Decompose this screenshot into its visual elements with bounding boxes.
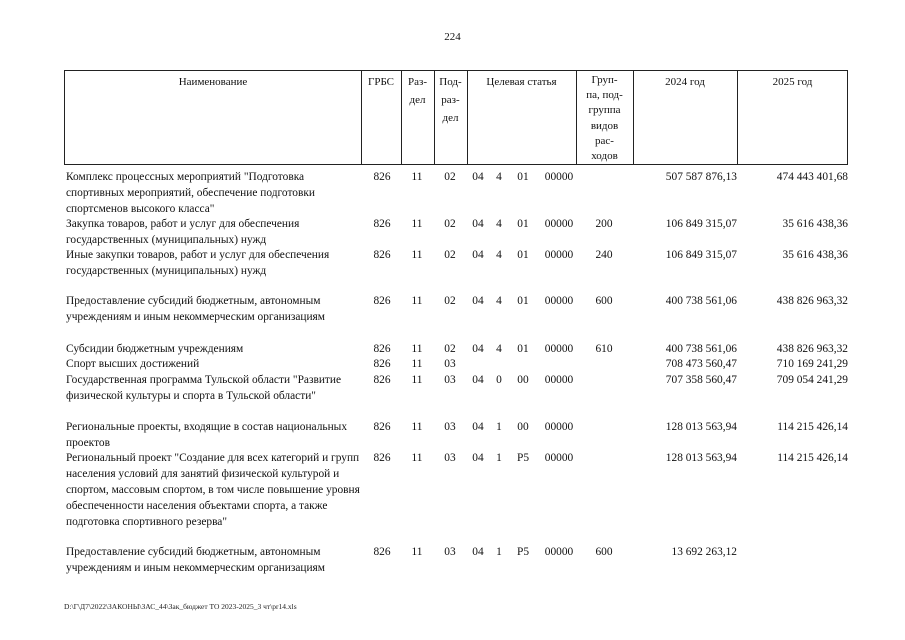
row-name: Предоставление субсидий бюджетным, автономным учреждениям и иным некоммерческим организациям	[66, 295, 326, 323]
header-target: Целевая статья	[486, 76, 557, 88]
row-target-subprogram: 1	[496, 452, 502, 464]
header-year-2025: 2025 год	[772, 76, 813, 88]
row-amount-2024: 106 849 315,07	[665, 218, 737, 230]
row-target-event: 01	[517, 171, 529, 183]
row-razdel: 11	[411, 249, 423, 261]
row-target-direction: 00000	[544, 374, 574, 386]
row-target-program: 04	[472, 171, 484, 183]
row-target-program: 04	[472, 343, 484, 355]
row-podrazdel: 02	[444, 171, 456, 183]
row-target-event: 01	[517, 249, 529, 261]
row-target-program: 04	[472, 546, 484, 558]
header-group: Груп- па, под- группа видов рас- ходов	[586, 74, 623, 163]
row-target-direction: 00000	[544, 249, 574, 261]
row-razdel: 11	[411, 343, 423, 355]
row-target-event: P5	[516, 546, 530, 558]
row-razdel: 11	[411, 171, 423, 183]
row-grbs: 826	[373, 343, 391, 355]
row-target-direction: 00000	[544, 218, 574, 230]
row-grbs: 826	[373, 452, 391, 464]
row-expense-group: 600	[595, 546, 613, 558]
row-expense-group: 610	[595, 343, 613, 355]
row-grbs: 826	[373, 421, 391, 433]
row-target-subprogram: 4	[496, 249, 502, 261]
row-target-event: 01	[517, 295, 529, 307]
row-target-subprogram: 1	[496, 546, 502, 558]
row-podrazdel: 02	[444, 218, 456, 230]
row-razdel: 11	[411, 452, 423, 464]
row-podrazdel: 03	[444, 452, 456, 464]
row-target-direction: 00000	[544, 421, 574, 433]
row-expense-group: 600	[595, 295, 613, 307]
row-target-event: 00	[517, 374, 529, 386]
row-name: Закупка товаров, работ и услуг для обеспечения государственных (муниципальных) нужд	[66, 218, 300, 246]
row-name: Региональные проекты, входящие в состав национальных проектов	[66, 421, 348, 449]
row-grbs: 826	[373, 546, 391, 558]
row-name: Государственная программа Тульской области "Развитие физической культуры и спорта в Тульской области"	[66, 374, 342, 402]
row-target-direction: 00000	[544, 295, 574, 307]
row-target-direction: 00000	[544, 171, 574, 183]
row-grbs: 826	[373, 374, 391, 386]
row-target-event: 01	[517, 218, 529, 230]
row-name: Иные закупки товаров, работ и услуг для обеспечения государственных (муниципальных) нужд	[66, 249, 330, 277]
row-amount-2024: 400 738 561,06	[665, 295, 737, 307]
row-podrazdel: 03	[444, 421, 456, 433]
row-target-direction: 00000	[544, 343, 574, 355]
row-target-program: 04	[472, 452, 484, 464]
header-razdel: Раз- дел	[407, 76, 427, 106]
row-amount-2025: 438 826 963,32	[776, 295, 848, 307]
row-target-direction: 00000	[544, 452, 574, 464]
row-podrazdel: 03	[444, 374, 456, 386]
row-razdel: 11	[411, 295, 423, 307]
row-grbs: 826	[373, 358, 391, 370]
row-amount-2025: 114 215 426,14	[777, 452, 848, 464]
row-amount-2024: 708 473 560,47	[665, 358, 737, 370]
row-amount-2025: 35 616 438,36	[782, 218, 848, 230]
row-expense-group: 200	[595, 218, 613, 230]
row-name: Региональный проект "Создание для всех категорий и групп населения условий для занятий физической культурой и спортом, массовым спортом, в том числе повышение уровня обеспеченности населения объектами спорта, а также подготовка спортивного резерва"	[66, 452, 360, 528]
row-name: Субсидии бюджетным учреждениям	[66, 343, 244, 355]
row-target-program: 04	[472, 295, 484, 307]
row-podrazdel: 03	[444, 546, 456, 558]
row-razdel: 11	[411, 358, 423, 370]
header-year-2024: 2024 год	[665, 76, 705, 88]
row-razdel: 11	[411, 374, 423, 386]
row-podrazdel: 02	[444, 295, 456, 307]
row-name: Спорт высших достижений	[66, 358, 200, 370]
row-grbs: 826	[373, 295, 391, 307]
row-target-event: 01	[517, 343, 529, 355]
row-amount-2025: 709 054 241,29	[776, 374, 848, 386]
row-target-subprogram: 4	[496, 171, 502, 183]
row-razdel: 11	[411, 546, 423, 558]
row-amount-2024: 507 587 876,13	[665, 171, 737, 183]
row-target-subprogram: 4	[496, 218, 502, 230]
row-podrazdel: 02	[444, 343, 456, 355]
row-target-program: 04	[472, 249, 484, 261]
row-amount-2024: 707 358 560,47	[665, 374, 737, 386]
row-target-subprogram: 0	[496, 374, 502, 386]
row-amount-2024: 106 849 315,07	[665, 249, 737, 261]
row-amount-2024: 400 738 561,06	[665, 343, 737, 355]
row-amount-2025: 710 169 241,29	[776, 358, 848, 370]
row-amount-2024: 128 013 563,94	[665, 452, 737, 464]
row-amount-2025: 474 443 401,68	[776, 171, 848, 183]
row-amount-2024: 128 013 563,94	[665, 421, 737, 433]
row-name: Предоставление субсидий бюджетным, автономным учреждениям и иным некоммерческим организациям	[66, 546, 326, 574]
row-target-program: 04	[472, 374, 484, 386]
table-header	[64, 70, 848, 165]
row-grbs: 826	[373, 218, 391, 230]
header-grbs: ГРБС	[367, 76, 395, 88]
row-target-direction: 00000	[544, 546, 574, 558]
row-target-subprogram: 4	[496, 343, 502, 355]
row-podrazdel: 02	[444, 249, 456, 261]
row-grbs: 826	[373, 171, 391, 183]
header-name: Наименование	[178, 76, 248, 88]
row-razdel: 11	[411, 218, 423, 230]
row-amount-2025: 114 215 426,14	[777, 421, 848, 433]
row-amount-2025: 438 826 963,32	[776, 343, 848, 355]
page-number: 224	[444, 31, 461, 43]
row-target-event: P5	[516, 452, 530, 464]
row-target-program: 04	[472, 421, 484, 433]
row-target-event: 00	[517, 421, 529, 433]
row-target-program: 04	[472, 218, 484, 230]
file-path-footer: D:\Г\Д7\2022\ЗАКОНЫ\ЗАС_44\Зак_бюджет ТО 2023-2025_3 чт\pr14.xls	[64, 602, 297, 611]
row-target-subprogram: 1	[496, 421, 502, 433]
row-amount-2024: 13 692 263,12	[671, 546, 737, 558]
header-podrazdel: Под- раз- дел	[439, 76, 462, 124]
row-expense-group: 240	[595, 249, 613, 261]
row-podrazdel: 03	[444, 358, 456, 370]
row-amount-2025: 35 616 438,36	[782, 249, 848, 261]
row-target-subprogram: 4	[496, 295, 502, 307]
row-name: Комплекс процессных мероприятий "Подготовка спортивных мероприятий, обеспечение подготовки спортсменов высокого класса"	[66, 171, 315, 215]
row-razdel: 11	[411, 421, 423, 433]
row-grbs: 826	[373, 249, 391, 261]
